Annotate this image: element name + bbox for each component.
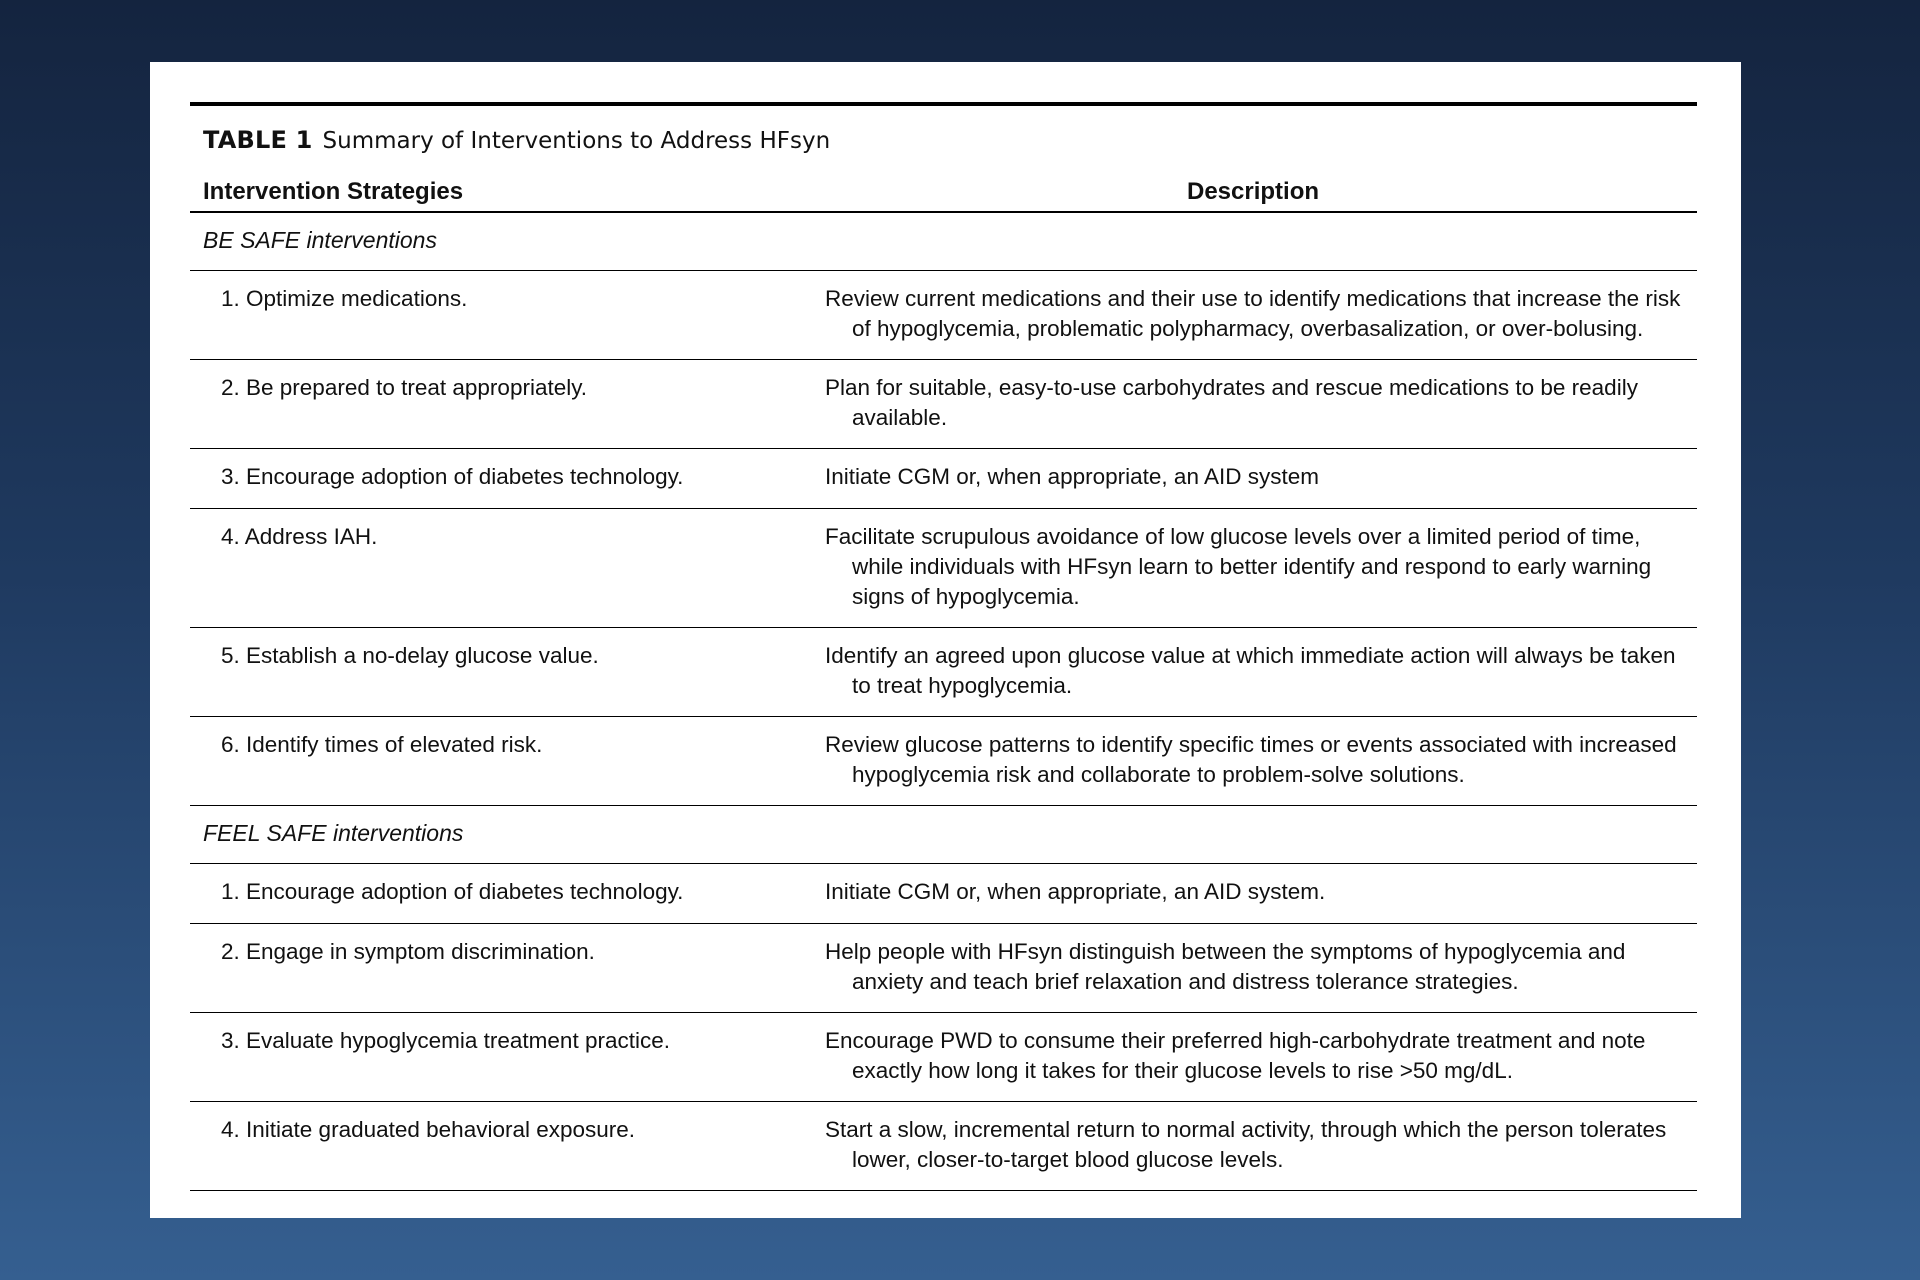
description-line: Review glucose patterns to identify specific times or events associated with increased xyxy=(825,732,1677,757)
description-cell xyxy=(799,449,1697,508)
section-heading-be-safe xyxy=(190,213,1697,271)
table-row xyxy=(190,717,1697,806)
description-line: exactly how long it takes for their glucose levels to rise >50 mg/dL. xyxy=(852,1058,1513,1083)
description-line: anxiety and teach brief relaxation and distress tolerance strategies. xyxy=(852,969,1519,994)
strategy-cell: 5. Establish a no-delay glucose value. xyxy=(221,643,599,668)
strategy-cell: 2. Be prepared to treat appropriately. xyxy=(221,375,588,400)
description-line: lower, closer-to-target blood glucose levels. xyxy=(852,1147,1284,1172)
table-title: Summary of Interventions to Address HFsyn xyxy=(322,128,831,154)
description-cell xyxy=(799,1013,1697,1101)
column-header-strategies: Intervention Strategies xyxy=(203,178,464,205)
description-line: Review current medications and their use to identify medications that increase the risk xyxy=(825,286,1681,311)
description-line: Encourage PWD to consume their preferred high-carbohydrate treatment and note xyxy=(825,1028,1646,1053)
description-line: Start a slow, incremental return to normal activity, through which the person tolerates xyxy=(825,1117,1667,1142)
table-row xyxy=(190,924,1697,1013)
table-row xyxy=(190,509,1697,628)
table-row xyxy=(190,449,1697,509)
description-line: while individuals with HFsyn learn to better identify and respond to early warning xyxy=(852,554,1652,579)
description-line: of hypoglycemia, problematic polypharmacy, overbasalization, or over-bolusing. xyxy=(852,316,1644,341)
description-cell xyxy=(799,924,1697,1012)
description-cell xyxy=(799,271,1697,359)
description-line: signs of hypoglycemia. xyxy=(852,584,1080,609)
interventions-table xyxy=(190,102,1697,1191)
strategy-cell: 2. Engage in symptom discrimination. xyxy=(221,939,595,964)
strategy-cell: 1. Encourage adoption of diabetes technology. xyxy=(221,879,684,904)
strategy-cell: 6. Identify times of elevated risk. xyxy=(221,732,543,757)
table-row xyxy=(190,864,1697,924)
description-cell xyxy=(799,1102,1697,1190)
description-line: hypoglycemia risk and collaborate to problem-solve solutions. xyxy=(852,762,1465,787)
section-heading-label: FEEL SAFE interventions xyxy=(203,820,464,846)
description-line: available. xyxy=(852,405,948,430)
table-row xyxy=(190,360,1697,449)
strategy-cell: 1. Optimize medications. xyxy=(221,286,468,311)
description-line: Initiate CGM or, when appropriate, an AID system. xyxy=(825,879,1326,904)
strategy-cell: 4. Initiate graduated behavioral exposure. xyxy=(221,1117,636,1142)
description-cell xyxy=(799,717,1697,805)
description-cell xyxy=(799,509,1697,627)
section-heading-label: BE SAFE interventions xyxy=(203,227,437,253)
table-row xyxy=(190,271,1697,360)
table-row xyxy=(190,1102,1697,1191)
description-line: to treat hypoglycemia. xyxy=(852,673,1073,698)
table-label: TABLE 1 xyxy=(203,126,313,154)
description-line: Help people with HFsyn distinguish between the symptoms of hypoglycemia and xyxy=(825,939,1626,964)
table-header xyxy=(190,154,1697,213)
description-cell xyxy=(799,360,1697,448)
table-row xyxy=(190,628,1697,717)
strategy-cell: 3. Evaluate hypoglycemia treatment practice. xyxy=(221,1028,670,1053)
table-card xyxy=(150,62,1741,1218)
table-row xyxy=(190,1013,1697,1102)
strategy-cell: 4. Address IAH. xyxy=(221,524,378,549)
description-line: Facilitate scrupulous avoidance of low glucose levels over a limited period of time, xyxy=(825,524,1641,549)
column-header-description: Description xyxy=(1187,178,1320,205)
description-cell xyxy=(799,864,1697,923)
description-cell xyxy=(799,628,1697,716)
description-line: Identify an agreed upon glucose value at which immediate action will always be taken xyxy=(825,643,1676,668)
description-line: Plan for suitable, easy-to-use carbohydrates and rescue medications to be readily xyxy=(825,375,1638,400)
section-heading-feel-safe xyxy=(190,806,1697,864)
description-line: Initiate CGM or, when appropriate, an AID system xyxy=(825,464,1319,489)
strategy-cell: 3. Encourage adoption of diabetes technology. xyxy=(221,464,684,489)
table-caption xyxy=(190,106,1697,154)
